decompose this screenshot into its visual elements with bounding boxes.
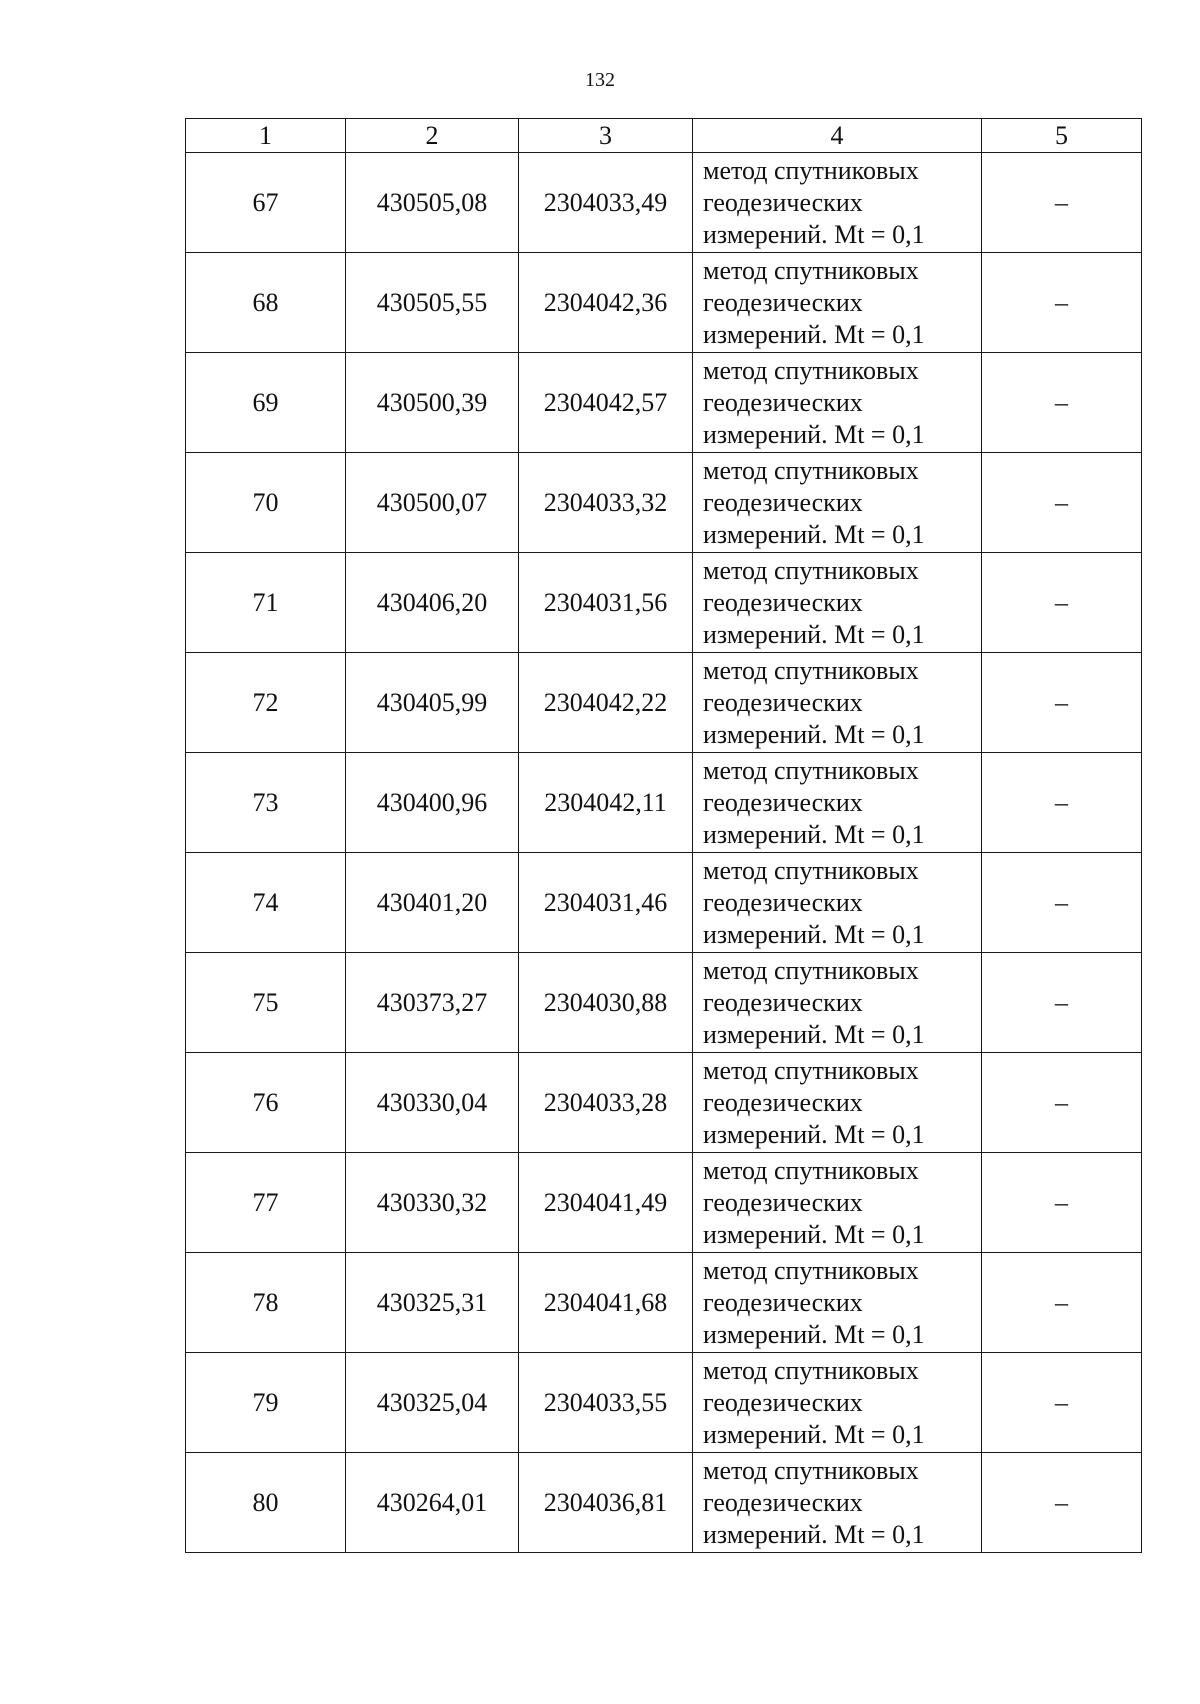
method-text-line: геодезических [703, 187, 863, 217]
method-text-line: геодезических [703, 287, 863, 317]
method-text-line: метод спутниковых [703, 1255, 919, 1285]
table-row [186, 253, 1142, 353]
point-number-cell: 71 [186, 553, 346, 653]
table-row [186, 1453, 1142, 1553]
method-text-line: геодезических [703, 1187, 863, 1217]
y-coordinate-cell: 2304033,32 [519, 453, 693, 553]
x-coordinate-cell: 430500,07 [346, 453, 519, 553]
method-text-line: измерений. Mt = 0,1 [703, 719, 925, 749]
point-number-cell: 70 [186, 453, 346, 553]
note-cell: – [982, 1453, 1142, 1553]
y-coordinate-cell: 2304042,22 [519, 653, 693, 753]
method-text-line: измерений. Mt = 0,1 [703, 1519, 925, 1549]
point-number-cell: 67 [186, 153, 346, 253]
method-text-line: геодезических [703, 1487, 863, 1517]
table-row [186, 853, 1142, 953]
x-coordinate-cell: 430330,04 [346, 1053, 519, 1153]
method-text-line: метод спутниковых [703, 155, 919, 185]
page-number: 132 [585, 69, 615, 91]
note-cell: – [982, 753, 1142, 853]
x-coordinate-cell: 430264,01 [346, 1453, 519, 1553]
x-coordinate-cell: 430325,04 [346, 1353, 519, 1453]
column-header: 5 [982, 119, 1142, 153]
table-header [186, 119, 1142, 153]
table-row [186, 1153, 1142, 1253]
x-coordinate-cell: 430505,55 [346, 253, 519, 353]
table-row [186, 653, 1142, 753]
method-text-line: геодезических [703, 487, 863, 517]
table-row [186, 753, 1142, 853]
method-text-line: метод спутниковых [703, 455, 919, 485]
x-coordinate-cell: 430405,99 [346, 653, 519, 753]
y-coordinate-cell: 2304033,55 [519, 1353, 693, 1453]
method-cell [693, 1153, 982, 1253]
method-cell [693, 1053, 982, 1153]
point-number-cell: 80 [186, 1453, 346, 1553]
table-row [186, 953, 1142, 1053]
method-cell [693, 953, 982, 1053]
method-text-line: геодезических [703, 887, 863, 917]
note-cell: – [982, 853, 1142, 953]
method-text-line: геодезических [703, 787, 863, 817]
y-coordinate-cell: 2304041,68 [519, 1253, 693, 1353]
method-text-line: метод спутниковых [703, 355, 919, 385]
method-cell [693, 353, 982, 453]
note-cell: – [982, 253, 1142, 353]
method-text-line: геодезических [703, 687, 863, 717]
y-coordinate-cell: 2304031,56 [519, 553, 693, 653]
table-row [186, 453, 1142, 553]
note-cell: – [982, 1053, 1142, 1153]
note-cell: – [982, 553, 1142, 653]
method-text-line: геодезических [703, 587, 863, 617]
method-text-line: геодезических [703, 987, 863, 1017]
table-row [186, 1253, 1142, 1353]
method-cell [693, 1253, 982, 1353]
method-text-line: геодезических [703, 1387, 863, 1417]
x-coordinate-cell: 430373,27 [346, 953, 519, 1053]
x-coordinate-cell: 430330,32 [346, 1153, 519, 1253]
note-cell: – [982, 1253, 1142, 1353]
column-header: 2 [346, 119, 519, 153]
method-text-line: метод спутниковых [703, 555, 919, 585]
table-row [186, 1353, 1142, 1453]
method-cell [693, 153, 982, 253]
method-text-line: метод спутниковых [703, 955, 919, 985]
method-text-line: геодезических [703, 1287, 863, 1317]
note-cell: – [982, 1353, 1142, 1453]
method-cell [693, 853, 982, 953]
y-coordinate-cell: 2304031,46 [519, 853, 693, 953]
x-coordinate-cell: 430500,39 [346, 353, 519, 453]
note-cell: – [982, 453, 1142, 553]
y-coordinate-cell: 2304036,81 [519, 1453, 693, 1553]
method-cell [693, 1353, 982, 1453]
point-number-cell: 79 [186, 1353, 346, 1453]
x-coordinate-cell: 430400,96 [346, 753, 519, 853]
method-text-line: метод спутниковых [703, 1055, 919, 1085]
note-cell: – [982, 953, 1142, 1053]
method-text-line: измерений. Mt = 0,1 [703, 1319, 925, 1349]
method-cell [693, 253, 982, 353]
method-text-line: измерений. Mt = 0,1 [703, 519, 925, 549]
y-coordinate-cell: 2304030,88 [519, 953, 693, 1053]
x-coordinate-cell: 430325,31 [346, 1253, 519, 1353]
table-row [186, 153, 1142, 253]
note-cell: – [982, 1153, 1142, 1253]
method-text-line: метод спутниковых [703, 1155, 919, 1185]
method-text-line: геодезических [703, 387, 863, 417]
method-text-line: метод спутниковых [703, 755, 919, 785]
method-text-line: геодезических [703, 1087, 863, 1117]
point-number-cell: 68 [186, 253, 346, 353]
method-cell [693, 553, 982, 653]
coordinates-table [185, 118, 1142, 1553]
method-cell [693, 753, 982, 853]
point-number-cell: 73 [186, 753, 346, 853]
y-coordinate-cell: 2304042,36 [519, 253, 693, 353]
method-text-line: метод спутниковых [703, 655, 919, 685]
method-text-line: измерений. Mt = 0,1 [703, 419, 925, 449]
note-cell: – [982, 153, 1142, 253]
method-text-line: измерений. Mt = 0,1 [703, 219, 925, 249]
method-text-line: измерений. Mt = 0,1 [703, 1119, 925, 1149]
method-text-line: метод спутниковых [703, 1455, 919, 1485]
method-text-line: метод спутниковых [703, 255, 919, 285]
table-row [186, 353, 1142, 453]
method-text-line: измерений. Mt = 0,1 [703, 1219, 925, 1249]
point-number-cell: 77 [186, 1153, 346, 1253]
y-coordinate-cell: 2304042,11 [519, 753, 693, 853]
method-text-line: метод спутниковых [703, 1355, 919, 1385]
y-coordinate-cell: 2304041,49 [519, 1153, 693, 1253]
point-number-cell: 72 [186, 653, 346, 753]
method-text-line: метод спутниковых [703, 855, 919, 885]
table-row [186, 553, 1142, 653]
x-coordinate-cell: 430406,20 [346, 553, 519, 653]
y-coordinate-cell: 2304033,49 [519, 153, 693, 253]
method-cell [693, 653, 982, 753]
point-number-cell: 69 [186, 353, 346, 453]
y-coordinate-cell: 2304033,28 [519, 1053, 693, 1153]
table-row [186, 1053, 1142, 1153]
point-number-cell: 74 [186, 853, 346, 953]
header-row [186, 119, 1142, 153]
point-number-cell: 75 [186, 953, 346, 1053]
method-text-line: измерений. Mt = 0,1 [703, 619, 925, 649]
column-header: 3 [519, 119, 693, 153]
method-text-line: измерений. Mt = 0,1 [703, 1419, 925, 1449]
table-body [186, 153, 1142, 1553]
x-coordinate-cell: 430505,08 [346, 153, 519, 253]
note-cell: – [982, 653, 1142, 753]
method-cell [693, 453, 982, 553]
point-number-cell: 76 [186, 1053, 346, 1153]
y-coordinate-cell: 2304042,57 [519, 353, 693, 453]
column-header: 4 [693, 119, 982, 153]
method-text-line: измерений. Mt = 0,1 [703, 819, 925, 849]
x-coordinate-cell: 430401,20 [346, 853, 519, 953]
method-text-line: измерений. Mt = 0,1 [703, 1019, 925, 1049]
column-header: 1 [186, 119, 346, 153]
note-cell: – [982, 353, 1142, 453]
method-text-line: измерений. Mt = 0,1 [703, 919, 925, 949]
point-number-cell: 78 [186, 1253, 346, 1353]
method-cell [693, 1453, 982, 1553]
method-text-line: измерений. Mt = 0,1 [703, 319, 925, 349]
